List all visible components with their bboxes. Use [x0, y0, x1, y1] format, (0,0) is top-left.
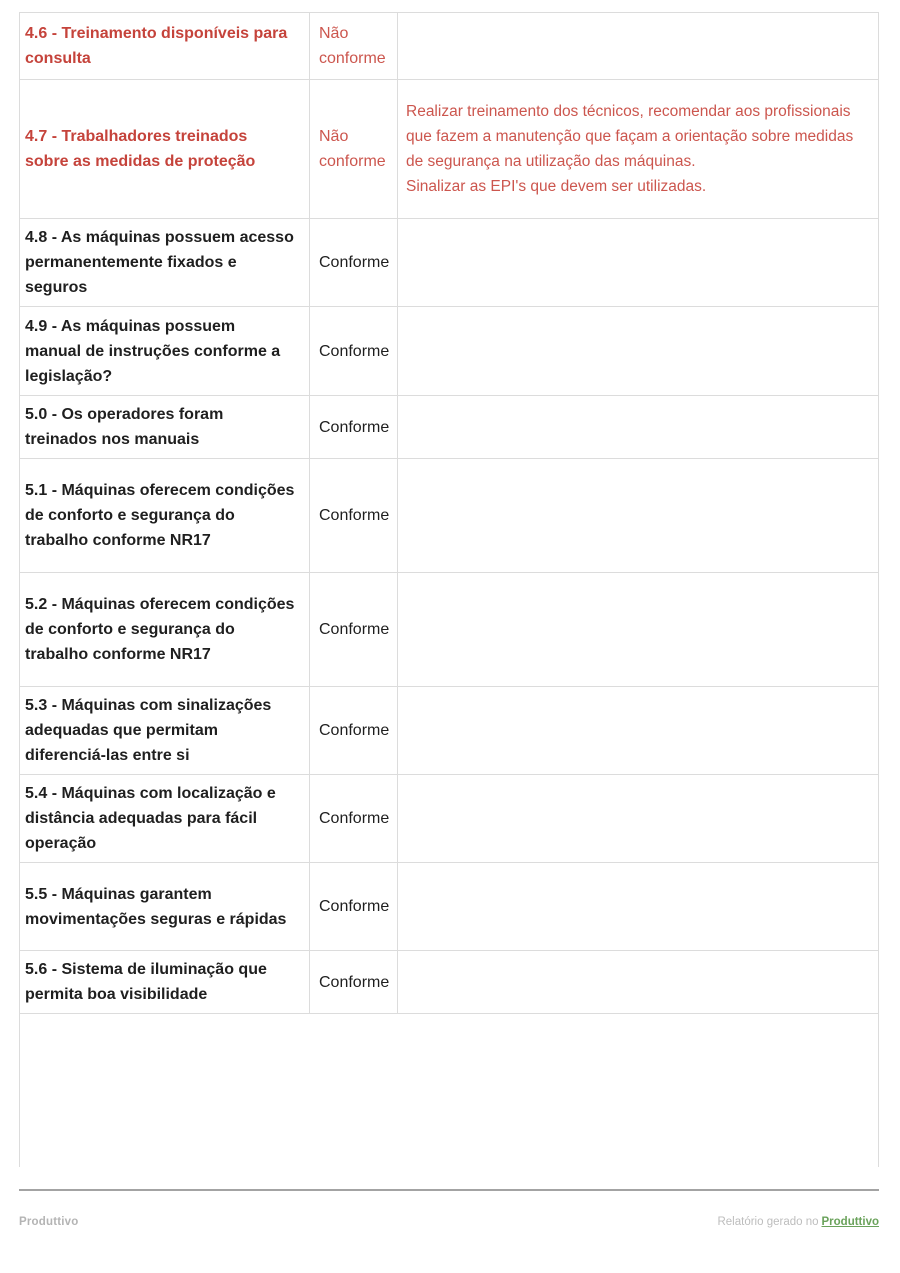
table-empty-area	[19, 1014, 879, 1167]
table-row-5.5	[19, 863, 879, 951]
item-cell: 5.0 - Os operadores foram treinados nos manuais	[19, 396, 309, 458]
status-cell: Conforme	[309, 951, 397, 1013]
status-cell: Conforme	[309, 396, 397, 458]
item-cell: 5.1 - Máquinas oferecem condições de conforto e segurança do trabalho conforme NR17	[19, 459, 309, 572]
table-row-4.9	[19, 307, 879, 396]
item-cell: 4.9 - As máquinas possuem manual de instruções conforme a legislação?	[19, 307, 309, 395]
item-cell: 4.8 - As máquinas possuem acesso permanentemente fixados e seguros	[19, 219, 309, 306]
status-cell: Conforme	[309, 573, 397, 686]
footer-divider	[19, 1189, 879, 1191]
action-cell	[397, 573, 879, 686]
table-row-5.0	[19, 396, 879, 459]
action-cell	[397, 687, 879, 774]
footer-generated	[717, 1216, 879, 1228]
checklist-table	[19, 12, 879, 1014]
item-cell: 5.5 - Máquinas garantem movimentações seguras e rápidas	[19, 863, 309, 950]
status-cell: Conforme	[309, 307, 397, 395]
action-cell	[397, 13, 879, 79]
status-cell: Conforme	[309, 775, 397, 862]
table-row-5.4	[19, 775, 879, 863]
action-cell	[397, 307, 879, 395]
action-cell	[397, 863, 879, 950]
footer-brand: Produttivo	[19, 1216, 79, 1228]
action-paragraph: Sinalizar as EPI's que devem ser utilizadas.	[406, 178, 707, 195]
action-paragraph: Realizar treinamento dos técnicos, recomendar aos profissionais que fazem a manutenção que façam a orientação sobre medidas de segurança na utilização das máquinas.	[406, 103, 854, 170]
item-cell: 4.6 - Treinamento disponíveis para consulta	[19, 13, 309, 79]
footer	[19, 1216, 879, 1228]
status-cell: Não conforme	[309, 80, 397, 218]
status-cell: Conforme	[309, 459, 397, 572]
item-cell: 4.7 - Trabalhadores treinados sobre as medidas de proteção	[19, 80, 309, 218]
footer-generated-text: Relatório gerado no	[717, 1216, 819, 1228]
status-cell: Conforme	[309, 219, 397, 306]
table-row-4.8	[19, 219, 879, 307]
table-row-4.7	[19, 80, 879, 219]
item-cell: 5.3 - Máquinas com sinalizações adequadas que permitam diferenciá-las entre si	[19, 687, 309, 774]
action-cell	[397, 951, 879, 1013]
action-cell	[397, 775, 879, 862]
table-row-4.6	[19, 13, 879, 80]
table-row-5.3	[19, 687, 879, 775]
action-cell	[397, 219, 879, 306]
status-cell: Não conforme	[309, 13, 397, 79]
table-row-5.1	[19, 459, 879, 573]
action-cell	[397, 459, 879, 572]
item-cell: 5.6 - Sistema de iluminação que permita boa visibilidade	[19, 951, 309, 1013]
action-cell	[397, 396, 879, 458]
item-cell: 5.4 - Máquinas com localização e distância adequadas para fácil operação	[19, 775, 309, 862]
table-row-5.6	[19, 951, 879, 1014]
table-row-5.2	[19, 573, 879, 687]
status-cell: Conforme	[309, 863, 397, 950]
footer-produttivo-link[interactable]: Produttivo	[821, 1216, 879, 1228]
action-cell	[397, 80, 879, 218]
status-cell: Conforme	[309, 687, 397, 774]
item-cell: 5.2 - Máquinas oferecem condições de conforto e segurança do trabalho conforme NR17	[19, 573, 309, 686]
